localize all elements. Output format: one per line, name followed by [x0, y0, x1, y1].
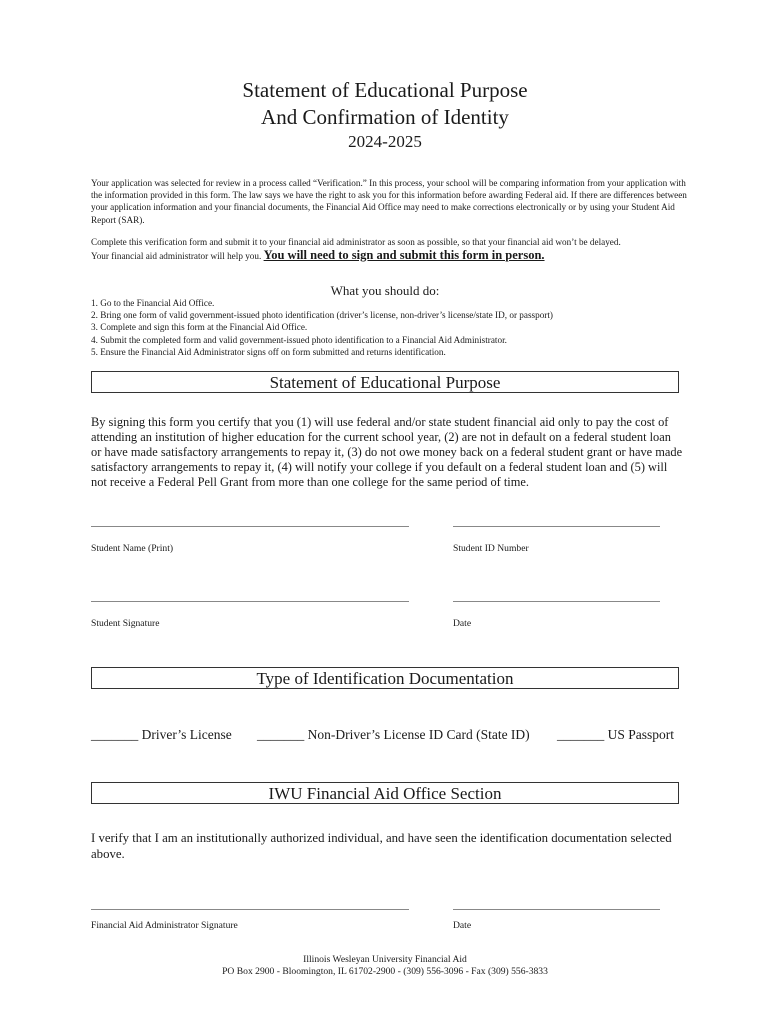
office-verification-statement: I verify that I am an institutionally authorized individual, and have seen the identification documentation selected above. [91, 831, 672, 861]
list-item: 3. Complete and sign this form at the Financial Aid Office. [91, 322, 308, 333]
student-date-label: Date [453, 618, 472, 629]
purpose-statement: By signing this form you certify that you (1) will use federal and/or state student financial aid only to pay the cost of attending an institution of higher education for the current school year, (2) are not in default on a federal student loan or have made satisfactory arrangements to repay it, (3) do not owe money back on a federal student grant or have made satisfactory arrangements to repay it, (4) will notify your college if you default on a federal student loan and (5) will not receive a Federal Pell Grant from more than one college for the same period of time. [91, 415, 683, 489]
student-name-field[interactable] [91, 526, 409, 527]
intro-paragraph-2-line-1: Complete this verification form and submit it to your financial aid administrator as soon as possible, so that your financial aid won’t be delayed. [91, 237, 621, 247]
intro-paragraph-2-line-2 [91, 249, 691, 262]
student-id-label: Student ID Number [453, 543, 529, 554]
in-person-notice: You will need to sign and submit this form in person. [263, 248, 545, 262]
admin-date-label: Date [453, 920, 472, 931]
steps-heading: What you should do: [330, 283, 440, 298]
steps-list [91, 297, 711, 358]
footer-line-1: Illinois Wesleyan University Financial Aid [303, 954, 467, 965]
help-note: Your financial aid administrator will help you. [91, 251, 262, 261]
form-title-line2: And Confirmation of Identity [261, 105, 509, 129]
admin-date-field[interactable] [453, 909, 660, 910]
office-section-heading: IWU Financial Aid Office Section [91, 782, 679, 804]
id-type-section-heading: Type of Identification Documentation [91, 667, 679, 689]
form-title-line1: Statement of Educational Purpose [242, 78, 528, 102]
student-id-field[interactable] [453, 526, 660, 527]
admin-signature-field[interactable] [91, 909, 409, 910]
student-signature-field[interactable] [91, 601, 409, 602]
intro-paragraph-1: Your application was selected for review in a process called “Verification.” In this process, your school will be comparing information from your application with the information provided in this form. The law says we have the right to ask you for this information before awarding Federal aid. If there are differences between your application information and your financial documents, the Financial Aid Office may need to make corrections electronically or by using your Student Aid Report (SAR). [91, 178, 687, 225]
passport-option[interactable]: _______ US Passport [557, 727, 675, 742]
footer-line-2: PO Box 2900 - Bloomington, IL 61702-2900 - (309) 556-3096 - Fax (309) 556-3833 [222, 966, 548, 977]
student-date-field[interactable] [453, 601, 660, 602]
purpose-section-heading: Statement of Educational Purpose [91, 371, 679, 393]
list-item: 1. Go to the Financial Aid Office. [91, 298, 215, 308]
form-year: 2024-2025 [348, 132, 422, 151]
drivers-license-option[interactable]: _______ Driver’s License [91, 727, 232, 742]
list-item: 5. Ensure the Financial Aid Administrator signs off on form submitted and returns identification. [91, 346, 446, 357]
list-item: 4. Submit the completed form and valid government-issued photo identification to a Financial Aid Administrator. [91, 334, 507, 345]
list-item: 2. Bring one form of valid government-issued photo identification (driver’s license, non-driver’s license/state ID, or passport) [91, 310, 553, 321]
admin-signature-label: Financial Aid Administrator Signature [91, 920, 238, 931]
state-id-option[interactable]: _______ Non-Driver’s License ID Card (State ID) [257, 727, 530, 742]
student-signature-label: Student Signature [91, 618, 160, 629]
student-name-label: Student Name (Print) [91, 543, 174, 554]
